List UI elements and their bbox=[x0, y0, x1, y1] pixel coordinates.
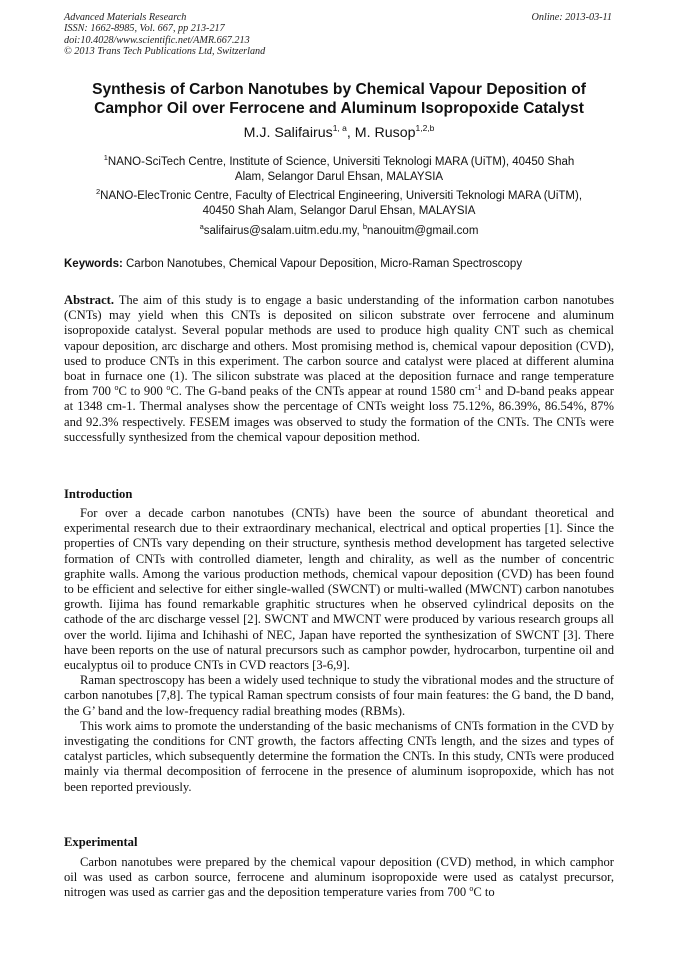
paper-title bbox=[50, 80, 628, 118]
abstract-text-4: and D-band peaks appear at 1348 cm-1. Thermal analyses show the percentage of CNTs weight loss 75.12%, 86.39%, 86.54%, 87% and 92.3% respectively. FESEM images was observed to study the formation of the CNTs. The CNTs were successfully synthesized from the chemical vapour deposition method. bbox=[64, 384, 614, 444]
introduction-paragraph-2: Raman spectroscopy has been a widely used technique to study the vibrational modes and the structure of carbon nanotubes [7,8]. The typical Raman spectrum consists of four main features: the G band, the D band, the G’ band and the low-frequency radial breathing modes (RBMs). bbox=[64, 673, 614, 718]
experimental-text-2: C to bbox=[473, 885, 495, 900]
keywords-text: Carbon Nanotubes, Chemical Vapour Deposition, Micro-Raman Spectroscopy bbox=[122, 258, 523, 270]
affiliation-1-number: 1 bbox=[103, 153, 108, 162]
experimental-heading: Experimental bbox=[64, 835, 138, 849]
experimental-body bbox=[64, 855, 614, 901]
abstract-text-3: C. The G-band peaks of the CNTs appear at round 1580 cm bbox=[170, 384, 475, 399]
introduction-body bbox=[64, 506, 614, 795]
affiliation-1-line-2: Alam, Selangor Darul Ehsan, MALAYSIA bbox=[234, 171, 444, 183]
keywords bbox=[64, 258, 614, 270]
introduction-paragraph-3: This work aims to promote the understanding of the basic mechanisms of CNTs formation in the CVD by investigating the conditions for CNT growth, the factors affecting CNTs length, and the sizes and types of catalyst particles, which subsequently determine the formation the CNTs. In this study, CNTs were produced mainly via thermal decomposition of ferrocene in the presence of aluminum isopropoxide, which has not been reported previously. bbox=[64, 718, 614, 794]
introduction-paragraph-1: For over a decade carbon nanotubes (CNTs) have been the source of abundant theoretical and experimental research due to their extraordinary mechanical, electrical and optical properties [1]. Since the properties of CNTs vary depending on their structure, synthesis method development has targeted selective formation of CNTs with controlled diameter, length and chirality, as well as the number of concentric graphite walls. Among the various production methods, chemical vapour deposition (CVD) has been found to be efficient and selective for either single-walled (SWCNT) or multi-walled (MWCNT) carbon nanotubes growth. Iijima has found remarkable graphitic structures when he observed cylindrical deposits on the cathode of the arc discharge vessel [2]. SWCNT and MWCNT were produced by various research groups all over the world. Iijima and Ichihashi of NEC, Japan have reported the synthesization of SWCNT [3]. There have been reports on the use of natural precursors such as camphor powder, hydrocarbon, turpentine oil and eucalyptus oil to produce CNTs in CVD reactors [3-6,9]. bbox=[64, 506, 614, 673]
keywords-label: Keywords: bbox=[64, 258, 123, 270]
author-2-name: M. Rusop bbox=[354, 125, 416, 141]
title-line-1: Synthesis of Carbon Nanotubes by Chemical Vapour Deposition of bbox=[92, 81, 586, 98]
email-a[interactable]: salifairus@salam.uitm.edu.my, bbox=[203, 225, 363, 237]
author-2-affil: 1,2,b bbox=[415, 123, 435, 133]
affiliation-2-line-1: NANO-ElecTronic Centre, Faculty of Electrical Engineering, Universiti Teknologi MARA (UiTM), bbox=[100, 190, 583, 202]
copyright-line: © 2013 Trans Tech Publications Ltd, Switzerland bbox=[64, 46, 266, 58]
journal-name: Advanced Materials Research bbox=[64, 12, 187, 23]
degree-mark: o bbox=[166, 383, 171, 393]
author-line bbox=[0, 123, 678, 141]
abstract-text-2: C to 900 bbox=[118, 384, 167, 399]
author-1-name: M.J. Salifairus bbox=[243, 125, 333, 141]
affiliation-2-number: 2 bbox=[95, 187, 101, 196]
author-emails bbox=[0, 222, 678, 237]
introduction-heading: Introduction bbox=[64, 487, 133, 501]
experimental-text-1: Carbon nanotubes were prepared by the chemical vapour deposition (CVD) method, in which camphor oil was used as carbon source, ferrocene and aluminum isopropoxide were used as catalyst precursor, nitrogen was used as carrier gas and the deposition temperature varies from 700 bbox=[64, 855, 614, 900]
abstract-text-1: The aim of this study is to engage a basic understanding of the information carbon nanotubes (CNTs) may yield when this CNTs is deposited on silicon substrate over ferrocene and aluminum isopropoxide catalyst. Several popular methods are used to produce high quality CNT such as chemical vapour deposition, arc discharge and others. Most promising method is, chemical vapour deposition (CVD), used to produce CNTs in this experiment. The carbon source and catalyst were placed at different alumina boat in furnace one (1). The silicon substrate was placed at the deposition furnace and range temperature from 700 bbox=[64, 293, 614, 399]
email-b[interactable]: nanouitm@gmail.com bbox=[367, 225, 479, 237]
author-1-affil: 1, a bbox=[332, 123, 347, 133]
email-b-marker: b bbox=[362, 222, 368, 231]
affiliation-1-line-1: NANO-SciTech Centre, Institute of Science, Universiti Teknologi MARA (UiTM), 40450 Shah bbox=[107, 156, 575, 168]
abstract-label: Abstract. bbox=[64, 293, 115, 307]
issn-line: ISSN: 1662-8985, Vol. 667, pp 213-217 bbox=[64, 23, 225, 35]
abstract bbox=[64, 293, 614, 445]
degree-mark: o bbox=[114, 383, 119, 393]
doi-line: doi:10.4028/www.scientific.net/AMR.667.213 bbox=[64, 34, 250, 46]
affiliation-1 bbox=[70, 150, 608, 185]
title-line-2: Camphor Oil over Ferrocene and Aluminum Isopropoxide Catalyst bbox=[94, 100, 584, 117]
affiliation-2 bbox=[70, 184, 608, 219]
email-a-marker: a bbox=[199, 222, 204, 231]
affiliation-2-line-2: 40450 Shah Alam, Selangor Darul Ehsan, MALAYSIA bbox=[202, 205, 476, 217]
experimental-paragraph-1 bbox=[64, 855, 614, 901]
degree-mark: o bbox=[469, 884, 474, 894]
online-date: Online: 2013-03-11 bbox=[531, 12, 612, 23]
wavenumber-exponent: -1 bbox=[474, 383, 482, 393]
author-separator: , bbox=[346, 125, 355, 141]
journal-header bbox=[64, 12, 612, 58]
